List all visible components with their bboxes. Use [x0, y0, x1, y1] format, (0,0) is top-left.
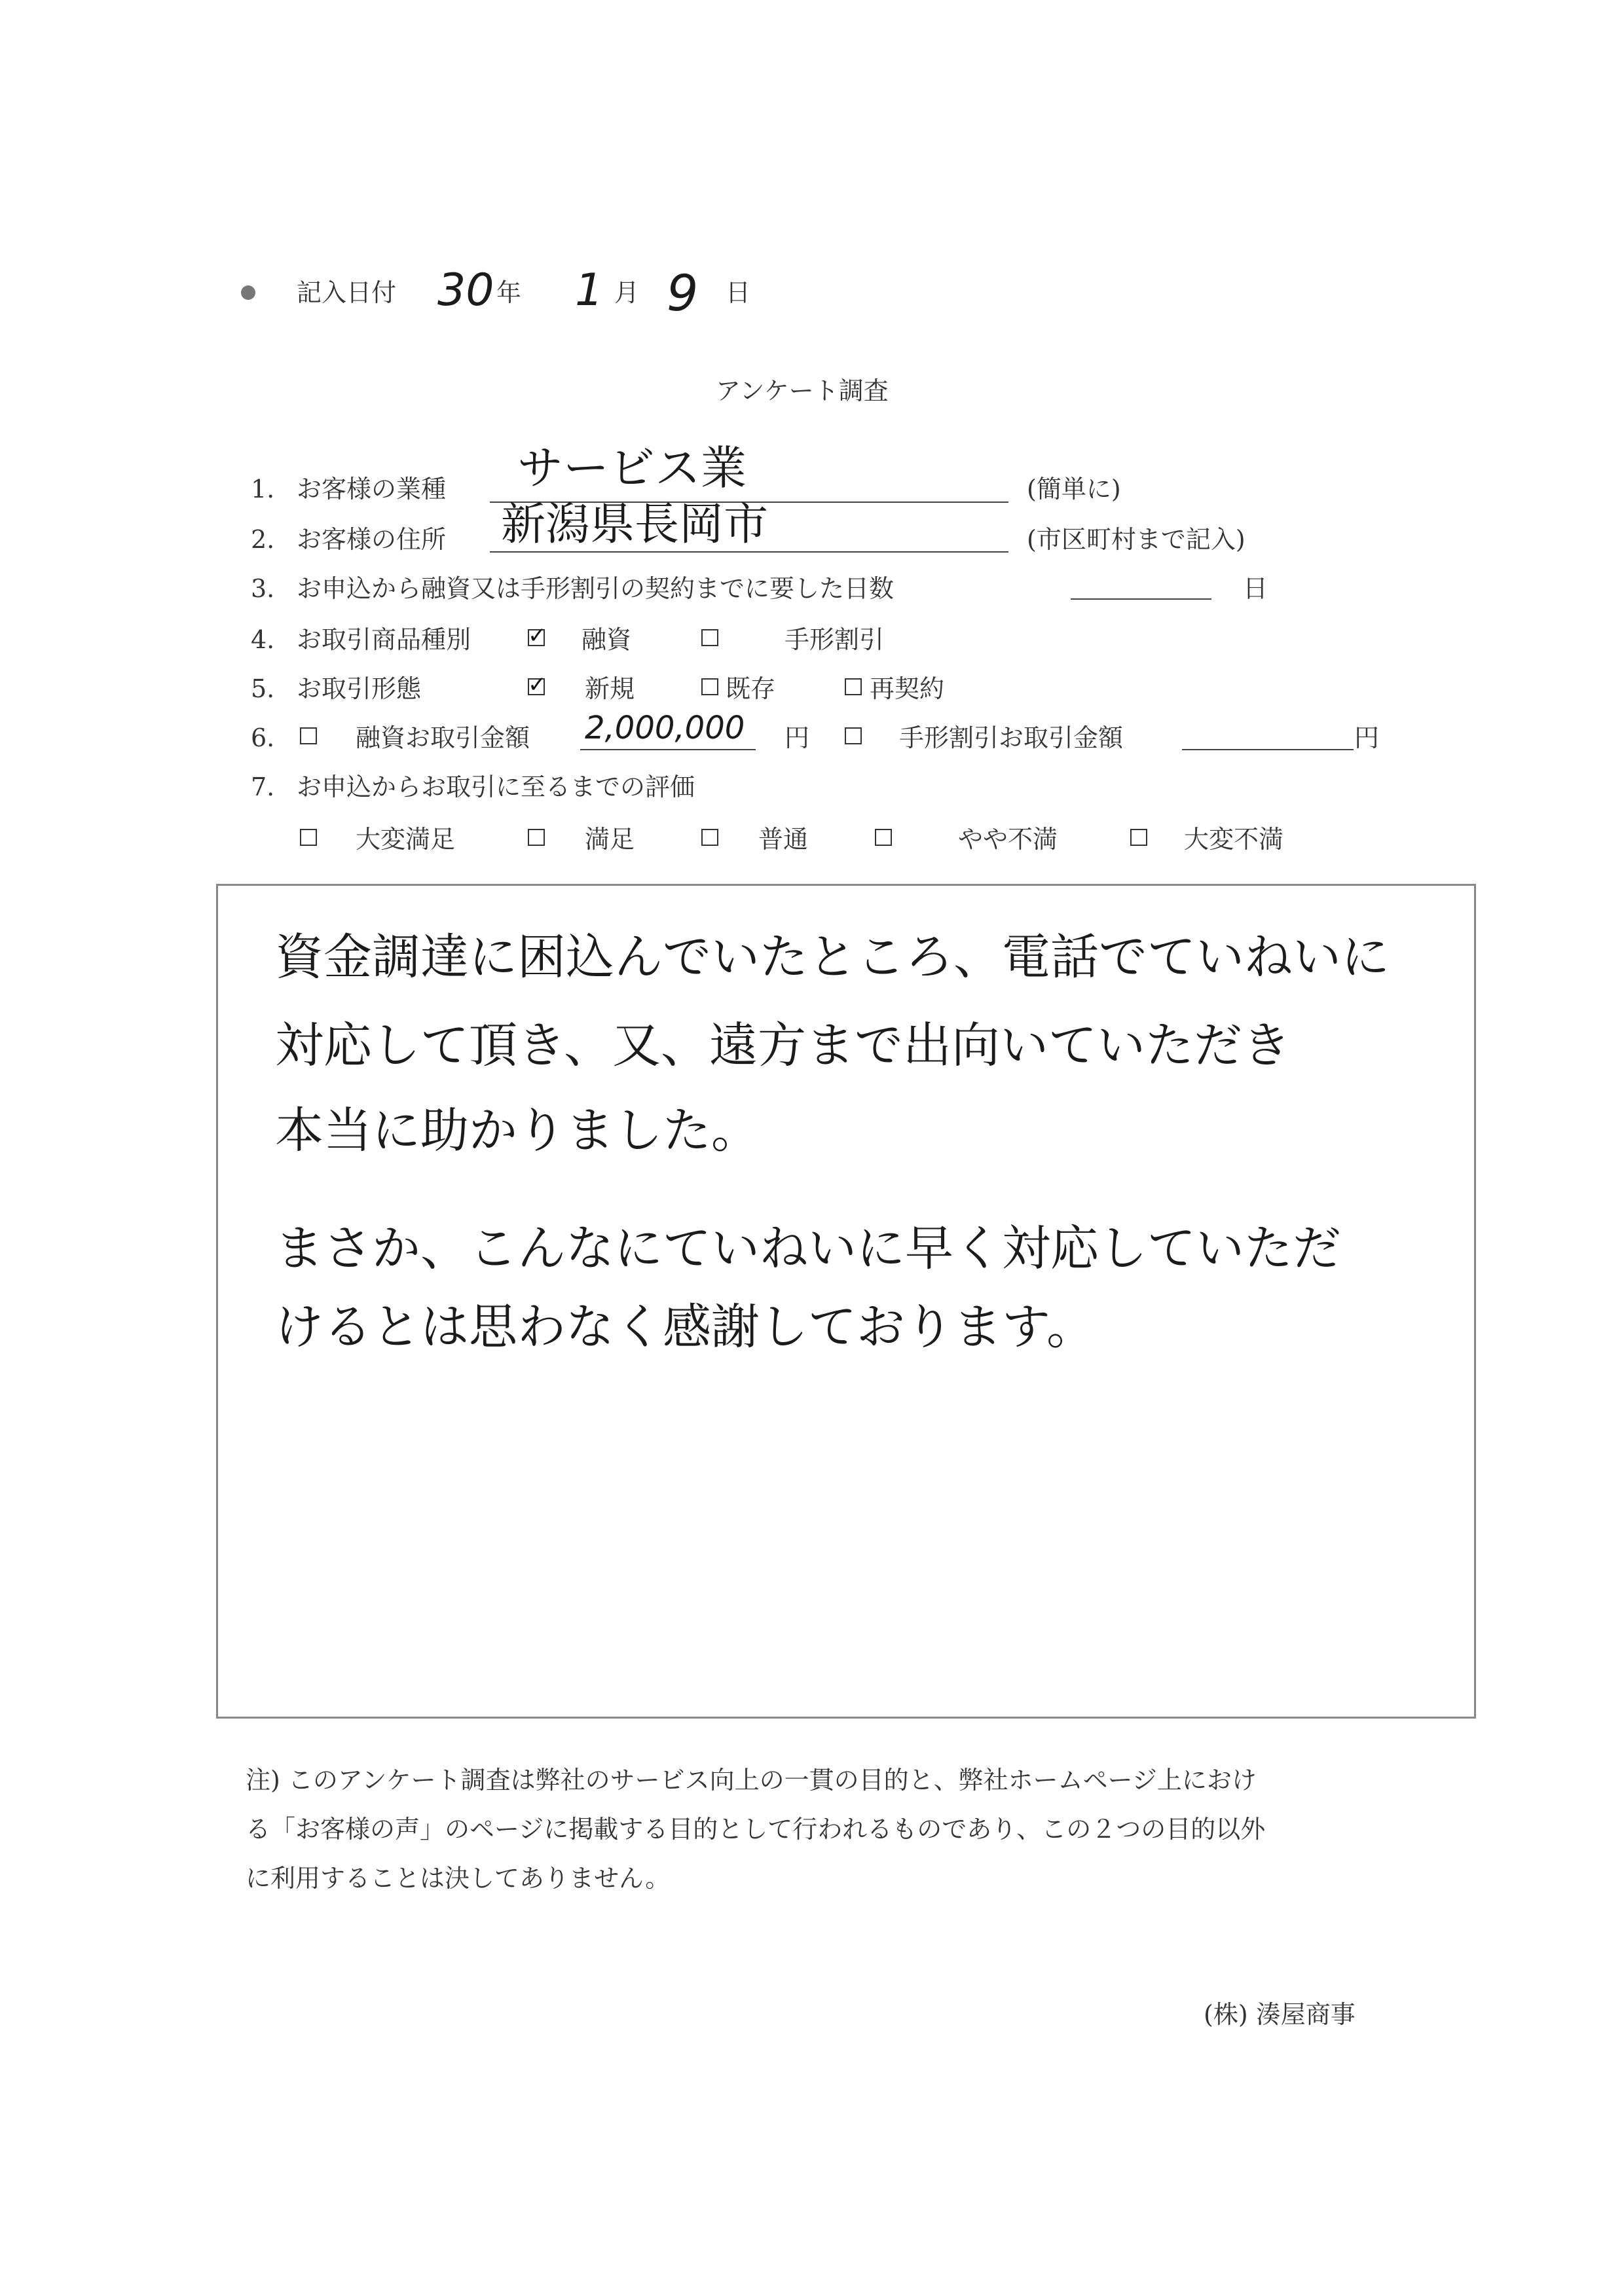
q4-option-bill-label: 手形割引	[784, 625, 885, 654]
month-value: 1	[575, 264, 604, 316]
q4-option-loan-checkbox[interactable]	[528, 629, 545, 646]
q3-unit: 日	[1243, 574, 1268, 603]
q2-answer: 新潟県長岡市	[501, 499, 769, 551]
q6-loan-label: 融資お取引金額	[356, 723, 530, 752]
q7-option-normal-label: 普通	[758, 825, 809, 854]
q7-option-slightly-dissatisfied-checkbox[interactable]	[875, 829, 892, 846]
year-unit: 年	[496, 278, 522, 307]
q1-number: 1.	[251, 475, 275, 503]
comment-line: 対応して頂き、又、遠方まで出向いていただき	[275, 1017, 1291, 1074]
q7-option-very-dissatisfied-label: 大変不満	[1184, 825, 1284, 854]
q5-option-existing-checkbox[interactable]	[701, 678, 718, 695]
q5-option-renew-checkbox[interactable]	[845, 678, 862, 695]
q3-underline	[1071, 598, 1211, 600]
q5-option-existing-label: 既存	[726, 674, 776, 703]
q5-label: お取引形態	[297, 674, 422, 703]
q5-option-renew-label: 再契約	[870, 674, 945, 703]
q7-number: 7.	[251, 773, 275, 801]
year-value: 30	[437, 264, 494, 316]
q1-answer: サービス業	[517, 441, 747, 495]
q7-option-normal-checkbox[interactable]	[701, 829, 718, 846]
q6-bill-unit: 円	[1354, 723, 1380, 752]
day-unit: 日	[726, 278, 751, 307]
note-line: に利用することは決してありません。	[246, 1864, 671, 1893]
comment-line: 本当に助かりました。	[275, 1102, 760, 1159]
comment-line: 資金調達に困込んでいたところ、電話でていねいに	[275, 929, 1390, 985]
q6-bill-checkbox[interactable]	[845, 727, 862, 744]
q7-option-very-dissatisfied-checkbox[interactable]	[1130, 829, 1147, 846]
q4-option-loan-label: 融資	[581, 625, 632, 654]
q6-number: 6.	[251, 723, 275, 752]
q6-bill-label: 手形割引お取引金額	[899, 723, 1124, 752]
note-line: る「お客様の声」のページに掲載する目的として行われるものであり、この２つの目的以外	[246, 1815, 1266, 1844]
q7-label: お申込からお取引に至るまでの評価	[297, 773, 695, 801]
month-unit: 月	[614, 278, 640, 307]
q7-option-satisfied-checkbox[interactable]	[528, 829, 545, 846]
q3-label: お申込から融資又は手形割引の契約までに要した日数	[297, 574, 895, 603]
q6-loan-underline	[580, 749, 756, 750]
q1-suffix: (簡単に)	[1027, 475, 1121, 503]
note-line: 注) このアンケート調査は弊社のサービス向上の一貫の目的と、弊社ホームページ上におけ	[246, 1766, 1257, 1795]
day-value: 9	[667, 264, 699, 322]
q7-option-slightly-dissatisfied-label: やや不満	[958, 825, 1058, 854]
q6-loan-value: 2,000,000	[585, 710, 745, 746]
q1-label: お客様の業種	[297, 475, 447, 503]
q2-suffix: (市区町村まで記入)	[1027, 525, 1246, 554]
comment-line: けるとは思わなく感謝しております。	[275, 1299, 1096, 1355]
q3-number: 3.	[251, 574, 275, 603]
q5-option-new-checkbox[interactable]	[528, 678, 545, 695]
q5-option-new-label: 新規	[585, 674, 635, 703]
q5-number: 5.	[251, 674, 275, 703]
q7-option-satisfied-label: 満足	[585, 825, 635, 854]
q2-number: 2.	[251, 525, 275, 554]
q7-option-very-satisfied-checkbox[interactable]	[300, 829, 317, 846]
q6-loan-unit: 円	[784, 723, 810, 752]
form-title: アンケート調査	[716, 376, 889, 405]
q4-label: お取引商品種別	[297, 625, 471, 654]
comment-line: まさか、こんなにていねいに早く対応していただ	[275, 1220, 1341, 1277]
bullet-dot	[241, 285, 255, 300]
q6-loan-checkbox[interactable]	[300, 727, 317, 744]
q4-option-bill-checkbox[interactable]	[701, 629, 718, 646]
q6-bill-underline	[1182, 749, 1354, 750]
date-label: 記入日付	[297, 278, 397, 307]
q7-option-very-satisfied-label: 大変満足	[356, 825, 456, 854]
q4-number: 4.	[251, 625, 275, 654]
q2-underline	[490, 551, 1008, 553]
q2-label: お客様の住所	[297, 525, 447, 554]
company-name: (株) 湊屋商事	[1204, 2000, 1356, 2029]
